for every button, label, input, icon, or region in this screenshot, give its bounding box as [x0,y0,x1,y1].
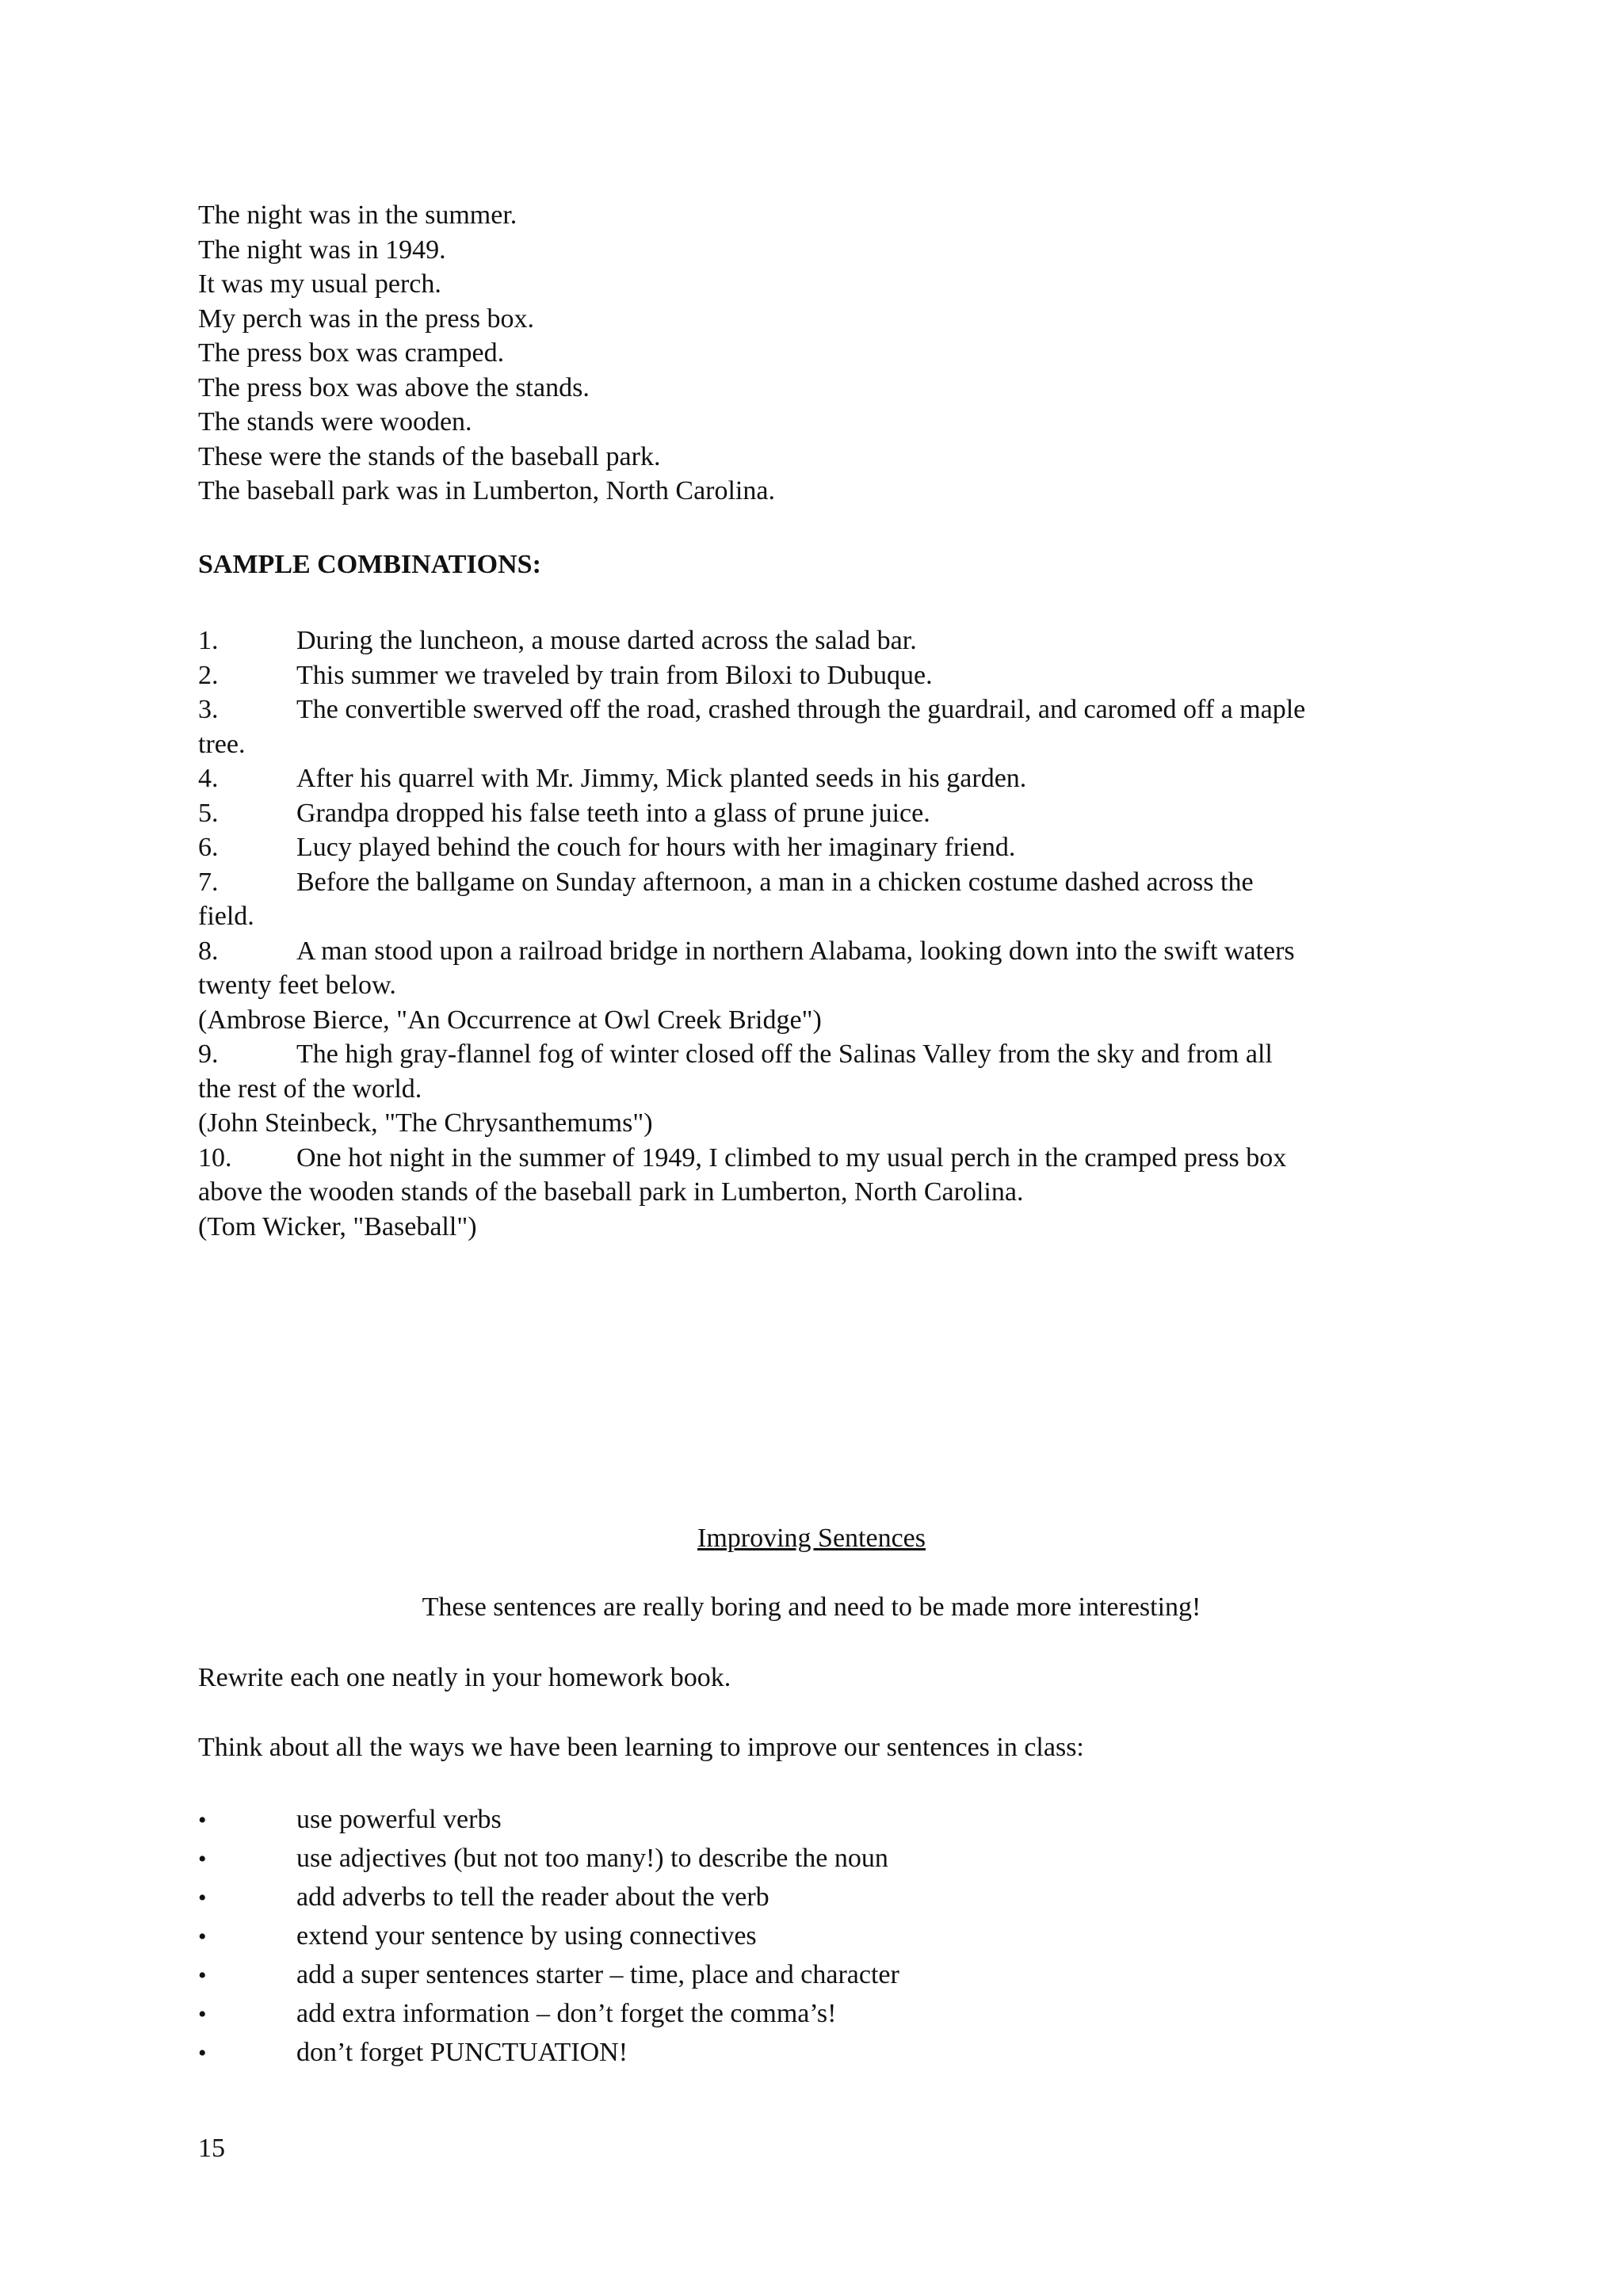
intro-line: The press box was above the stands. [198,372,590,402]
sample-item [198,865,1434,934]
item-continuation: twenty feet below. [198,971,396,1000]
item-text: One hot night in the summer of 1949, I climbed to my usual perch in the cramped press box [296,1142,1287,1173]
tip-item [198,1878,1434,1917]
item-continuation: above the wooden stands of the baseball park in Lumberton, North Carolina. [198,1177,1024,1207]
bullet-icon: • [198,1885,207,1911]
intro-sentences [198,198,1434,509]
sample-item [198,1037,1434,1141]
tip-item [198,1839,1434,1878]
item-text: After his quarrel with Mr. Jimmy, Mick planted seeds in his garden. [296,764,1027,793]
tip-text: don’t forget PUNCTUATION! [296,2038,628,2067]
tip-text: use adjectives (but not too many!) to describe the noun [296,1844,888,1873]
item-number: 6. [198,833,219,862]
item-number: 4. [198,764,219,793]
intro-line: The night was in 1949. [198,235,446,265]
item-text: This summer we traveled by train from Biloxi to Dubuque. [296,660,933,690]
improving-sentences-subtitle: These sentences are really boring and need to be made more interesting! [422,1592,1201,1622]
bullet-icon: • [198,1962,207,1989]
sample-item [198,658,1434,693]
item-number: 1. [198,626,219,655]
item-number: 10. [198,1142,232,1173]
item-text: Grandpa dropped his false teeth into a glass of prune juice. [296,798,930,828]
item-number: 9. [198,1039,219,1069]
rewrite-instruction: Rewrite each one neatly in your homework book. [198,1663,731,1692]
bullet-icon: • [198,2001,207,2027]
bullet-icon: • [198,1807,207,1833]
item-number: 8. [198,936,219,966]
intro-line: The press box was cramped. [198,338,505,368]
intro-line: The night was in the summer. [198,200,517,230]
item-text: The high gray-flannel fog of winter closed off the Salinas Valley from the sky and from all [296,1039,1273,1069]
item-continuation: tree. [198,729,246,759]
item-number: 5. [198,798,219,828]
tip-item [198,1800,1434,1839]
bullet-icon: • [198,1924,207,1950]
item-text: During the luncheon, a mouse darted across the salad bar. [296,626,917,655]
sample-item [198,761,1434,796]
item-text: The convertible swerved off the road, crashed through the guardrail, and caromed off a maple [296,695,1306,724]
item-text: Lucy played behind the couch for hours with her imaginary friend. [296,833,1016,862]
sample-item [198,692,1434,761]
sample-item [198,796,1434,831]
item-source: (John Steinbeck, "The Chrysanthemums") [198,1108,653,1138]
improving-sentences-title: Improving Sentences [697,1524,926,1553]
tip-text: add extra information – don’t forget the comma’s! [296,1999,837,2028]
sample-item [198,830,1434,865]
think-instruction: Think about all the ways we have been learning to improve our sentences in class: [198,1733,1084,1762]
bullet-icon: • [198,1846,207,1872]
item-continuation: field. [198,902,254,931]
bullet-icon: • [198,2040,207,2066]
tip-item [198,1917,1434,1955]
improvement-tips-list [198,1800,1434,2072]
intro-line: The stands were wooden. [198,407,472,437]
tip-text: add adverbs to tell the reader about the verb [296,1882,769,1912]
sample-combinations-heading: SAMPLE COMBINATIONS: [198,550,541,579]
item-source: (Ambrose Bierce, "An Occurrence at Owl Creek Bridge") [198,1005,822,1035]
tip-text: use powerful verbs [296,1805,502,1834]
intro-line: My perch was in the press box. [198,303,534,334]
tip-item [198,1955,1434,1994]
intro-line: The baseball park was in Lumberton, North Carolina. [198,476,775,505]
tip-item [198,1994,1434,2033]
sample-item [198,934,1434,1038]
sample-item [198,624,1434,658]
intro-line: These were the stands of the baseball park. [198,441,661,471]
tip-text: add a super sentences starter – time, place and character [296,1960,899,1989]
intro-line: It was my usual perch. [198,269,441,299]
tip-item [198,2033,1434,2072]
item-source: (Tom Wicker, "Baseball") [198,1211,477,1241]
item-number: 2. [198,660,219,690]
sample-item [198,1141,1434,1245]
item-continuation: the rest of the world. [198,1074,422,1104]
item-text: A man stood upon a railroad bridge in northern Alabama, looking down into the swift waters [296,936,1295,966]
item-number: 7. [198,867,219,897]
item-text: Before the ballgame on Sunday afternoon, a man in a chicken costume dashed across the [296,867,1254,897]
sample-combinations-list [198,624,1434,1244]
tip-text: extend your sentence by using connectives [296,1921,757,1951]
page-number: 15 [198,2134,225,2163]
item-number: 3. [198,695,219,724]
